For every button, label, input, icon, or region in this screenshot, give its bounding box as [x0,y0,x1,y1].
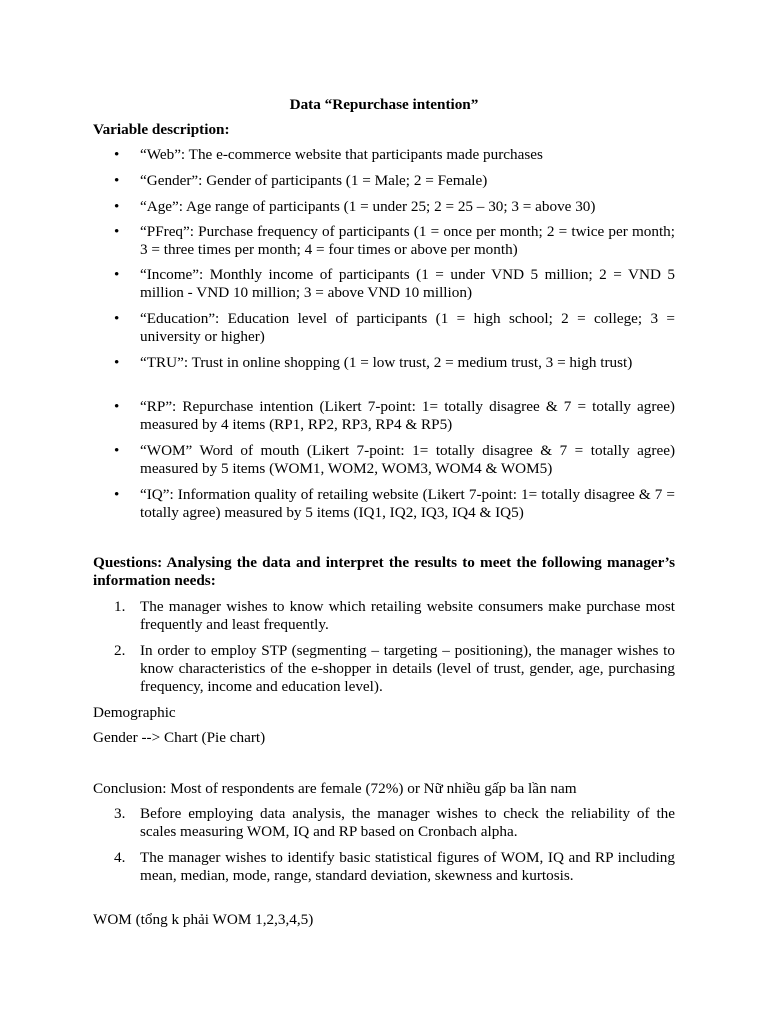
bullet-marker: • [114,146,120,163]
questions-heading: Questions: Analysing the data and interpret the results to meet the following manager’s information needs: [93,554,675,590]
conclusion-note: Conclusion: Most of respondents are female (72%) or Nữ nhiều gấp ba lần nam [93,780,577,797]
variable-text: “Web”: The e-commerce website that participants made purchases [140,146,543,163]
variable-description-heading: Variable description: [93,121,230,138]
variable-text: “IQ”: Information quality of retailing website (Likert 7-point: 1= totally disagree & 7 = totally agree) measured by 5 items (IQ1, IQ2, IQ3, IQ4 & IQ5) [140,486,675,522]
bullet-marker: • [114,198,120,215]
variable-text: “RP”: Repurchase intention (Likert 7-point: 1= totally disagree & 7 = totally agree) measured by 4 items (RP1, RP2, RP3, RP4 & RP5) [140,398,675,434]
bullet-marker: • [114,354,120,371]
variable-text: “Gender”: Gender of participants (1 = Male; 2 = Female) [140,172,488,189]
question-number: 1. [114,598,126,615]
bullet-marker: • [114,266,120,283]
variable-text: “TRU”: Trust in online shopping (1 = low trust, 2 = medium trust, 3 = high trust) [140,354,633,371]
gender-chart-note: Gender --> Chart (Pie chart) [93,729,266,746]
variable-text: “WOM” Word of mouth (Likert 7-point: 1= totally disagree & 7 = totally agree) measured by 5 items (WOM1, WOM2, WOM3, WOM4 & WOM5) [140,442,675,478]
question-text: Before employing data analysis, the manager wishes to check the reliability of the scales measuring WOM, IQ and RP based on Cronbach alpha. [140,805,675,841]
bullet-marker: • [114,398,120,415]
question-number: 2. [114,642,126,659]
bullet-marker: • [114,223,120,240]
bullet-marker: • [114,172,120,189]
variable-text: “Age”: Age range of participants (1 = under 25; 2 = 25 – 30; 3 = above 30) [140,198,596,215]
demographic-note: Demographic [93,704,176,721]
variable-text: “Education”: Education level of participants (1 = high school; 2 = college; 3 = university or higher) [140,310,675,346]
question-text: The manager wishes to know which retailing website consumers make purchase most frequently and least frequently. [140,598,675,634]
question-number: 4. [114,849,126,866]
question-text: In order to employ STP (segmenting – targeting – positioning), the manager wishes to know characteristics of the e-shopper in details (level of trust, gender, age, purchasing frequency, income and education level). [140,642,675,696]
variable-text: “Income”: Monthly income of participants (1 = under VND 5 million; 2 = VND 5 million - VND 10 million; 3 = above VND 10 million) [140,266,675,302]
bullet-marker: • [114,310,120,327]
document-title: Data “Repurchase intention” [289,96,479,113]
bullet-marker: • [114,486,120,503]
wom-note: WOM (tổng k phải WOM 1,2,3,4,5) [93,911,314,928]
variable-text: “PFreq”: Purchase frequency of participants (1 = once per month; 2 = twice per month; 3 = three times per month; 4 = four times or above per month) [140,223,675,259]
question-number: 3. [114,805,126,822]
question-text: The manager wishes to identify basic statistical figures of WOM, IQ and RP including mean, median, mode, range, standard deviation, skewness and kurtosis. [140,849,675,885]
bullet-marker: • [114,442,120,459]
